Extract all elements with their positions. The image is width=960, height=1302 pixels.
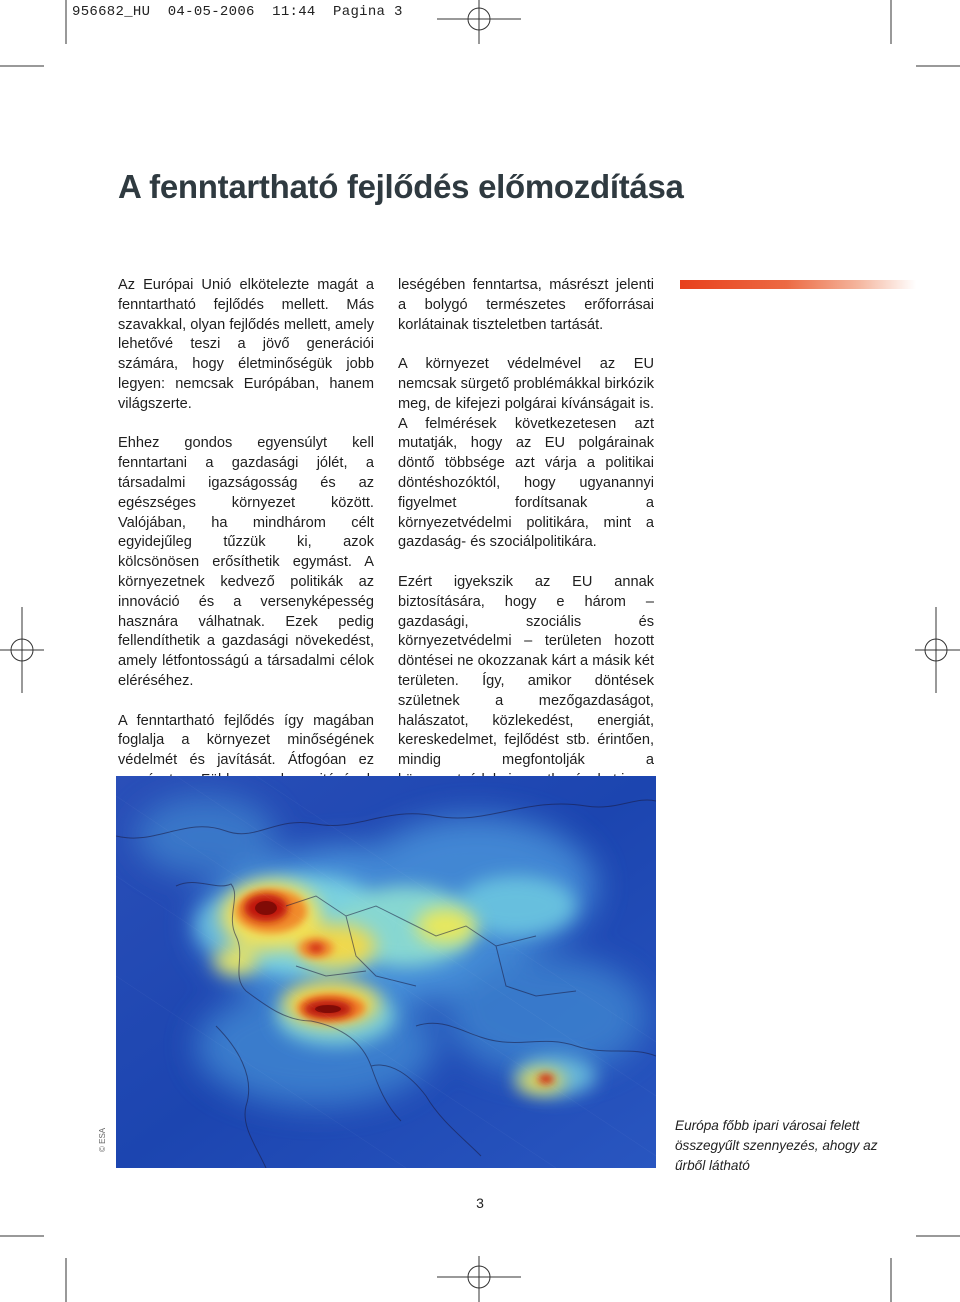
page-title: A fenntartható fejlődés előmozdítása — [118, 168, 684, 205]
paragraph: Ehhez gondos egyensúlyt kell fenntartani a gazdasági jólét, a társadalmi igazságosság és az egészséges környezet között. Valójában, ha mindhárom célt egyidejűleg tűzzük ki, azok kölcsönösen erősíthetik egymást. A környezetnek kedvező politikák az innováció és a versenyképesség hasznára válhatnak. Ezek pedig fellendíthetik a gazdasági növekedést, amely létfontosságú a társadalmi célok eléréséhez. — [118, 435, 374, 689]
page-number: 3 — [476, 1195, 484, 1211]
paragraph: A környezet védelmével az EU nemcsak sürgető problémákkal birkózik meg, de kifejezi polgárai kívánságait is. A felmérések következetesen azt mutatják, hogy az EU polgárainak döntő többsége azt várja a politikai döntéshozóktól, hogy ugyanannyi figyelmet fordítsanak a környezetvédelmi politikára, mint a gazdaság- és szociálpolitikára. — [398, 356, 654, 551]
left-text-column — [118, 276, 374, 850]
paragraph: Az Európai Unió elkötelezte magát a fenntartható fejlődés mellett. Más szavakkal, olyan fejlődés mellett, amely lehetővé teszi a jövő generációi számára, hogy életminőségük jobb legyen: nemcsak Európában, hanem világszerte. — [118, 277, 374, 412]
registration-mark-bottom — [437, 1256, 521, 1302]
registration-mark-top — [437, 0, 521, 44]
paragraph: A fenntartható fejlődés így magában foglalja a környezet minőségének védelmét és javítását. Átfogóan ez — [118, 712, 374, 769]
print-slug: 956682_HU 04-05-2006 11:44 Pagina 3 — [72, 4, 403, 20]
paragraph: Ezért igyekszik az EU annak biztosítására, hogy e három – gazdasági, szociális és környezetvédelmi – területen hozott döntései ne okozzanak kárt a másik két területen. Így, amikor döntések születnek a mezőgazdaságot, halászatot, közlekedést, energiát, kereskedelmet, fejlődést stb. érintően, mindig megfontolják a — [398, 573, 654, 769]
registration-mark-right — [915, 607, 960, 693]
pollution-satellite-map — [116, 776, 656, 1168]
paragraph: leségében fenntartsa, másrészt jelenti a bolygó természetes erőforrásai korlátainak tiszteletben tartását. — [398, 277, 654, 333]
accent-bar — [680, 280, 916, 289]
image-caption: Európa főbb ipari városai felett összegyűlt szennyezés, ahogy az űrből látható — [675, 1118, 878, 1173]
registration-mark-left — [0, 607, 44, 693]
map-image — [116, 776, 656, 1168]
right-text-column — [398, 276, 654, 811]
image-credit: © ESA — [98, 1127, 107, 1152]
